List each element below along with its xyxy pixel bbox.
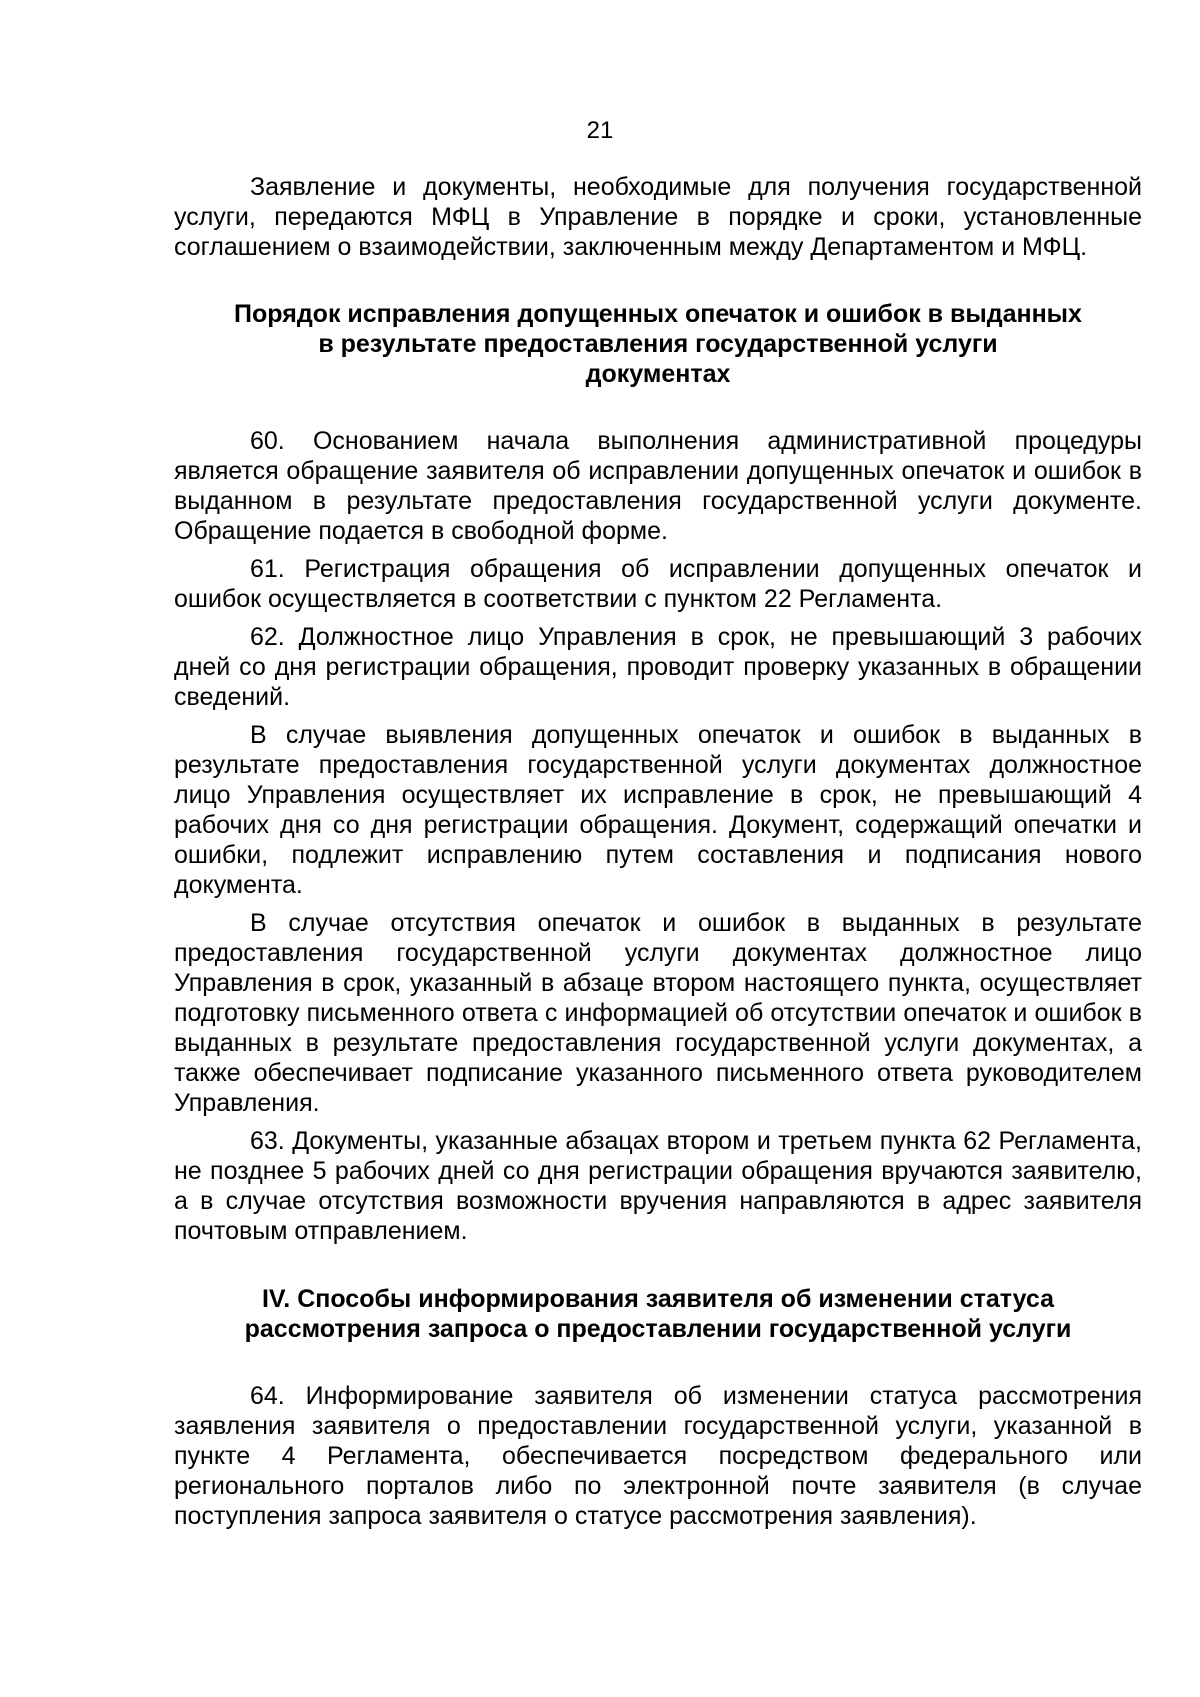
intro-paragraph: Заявление и документы, необходимые для получения государственной услуги, передаются МФЦ в Управление в порядке и сроки, установленные соглашением о взаимодействии, заключенным между Департаментом и МФЦ. [174,173,1142,261]
paragraph-62: 62. Должностное лицо Управления в срок, не превышающий 3 рабочих дней со дня регистрации обращения, проводит проверку указанных в обращении сведений. [174,623,1142,711]
page-number: 21 [586,117,614,144]
section-heading-iv [174,1284,1142,1344]
section-heading-errors [174,299,1142,389]
page-content [174,172,1142,1531]
heading-line: Порядок исправления допущенных опечаток и ошибок в выданных [234,300,1082,328]
paragraph-62-part-3: В случае отсутствия опечаток и ошибок в выданных в результате предоставления государственной услуги документах должностное лицо Управления в срок, указанный в абзаце втором настоящего пункта, осуществляет подготовку письменного ответа с информацией об отсутствии опечаток и ошибок в выданных в результате предоставления государственной услуги документах, а также обеспечивает подписание указанного письменного ответа руководителем Управления. [174,909,1142,1117]
heading-line: IV. Способы информирования заявителя об изменении статуса [261,1285,1055,1313]
heading-line: рассмотрения запроса о предоставлении государственной услуги [244,1315,1072,1343]
heading-line: документах [585,360,731,388]
paragraph-64: 64. Информирование заявителя об изменении статуса рассмотрения заявления заявителя о предоставлении государственной услуги, указанной в пункте 4 Регламента, обеспечивается посредством федерального или регионального порталов либо по электронной почте заявителя (в случае поступления запроса заявителя о статусе рассмотрения заявления). [174,1382,1142,1530]
heading-line: в результате предоставления государственной услуги [318,330,998,358]
paragraph-63: 63. Документы, указанные абзацах втором и третьем пункта 62 Регламента, не позднее 5 рабочих дней со дня регистрации обращения вручаются заявителю, а в случае отсутствия возможности вручения направляются в адрес заявителя почтовым отправлением. [174,1127,1142,1245]
paragraph-62-part-2: В случае выявления допущенных опечаток и ошибок в выданных в результате предоставления государственной услуги документах должностное лицо Управления осуществляет их исправление в срок, не превышающий 4 рабочих дня со дня регистрации обращения. Документ, содержащий опечатки и ошибки, подлежит исправлению путем составления и подписания нового документа. [174,721,1142,899]
paragraph-61: 61. Регистрация обращения об исправлении допущенных опечаток и ошибок осуществляется в соответствии с пунктом 22 Регламента. [174,555,1142,613]
paragraph-60: 60. Основанием начала выполнения административной процедуры является обращение заявителя об исправлении допущенных опечаток и ошибок в выданном в результате предоставления государственной услуги документе. Обращение подается в свободной форме. [174,427,1142,545]
